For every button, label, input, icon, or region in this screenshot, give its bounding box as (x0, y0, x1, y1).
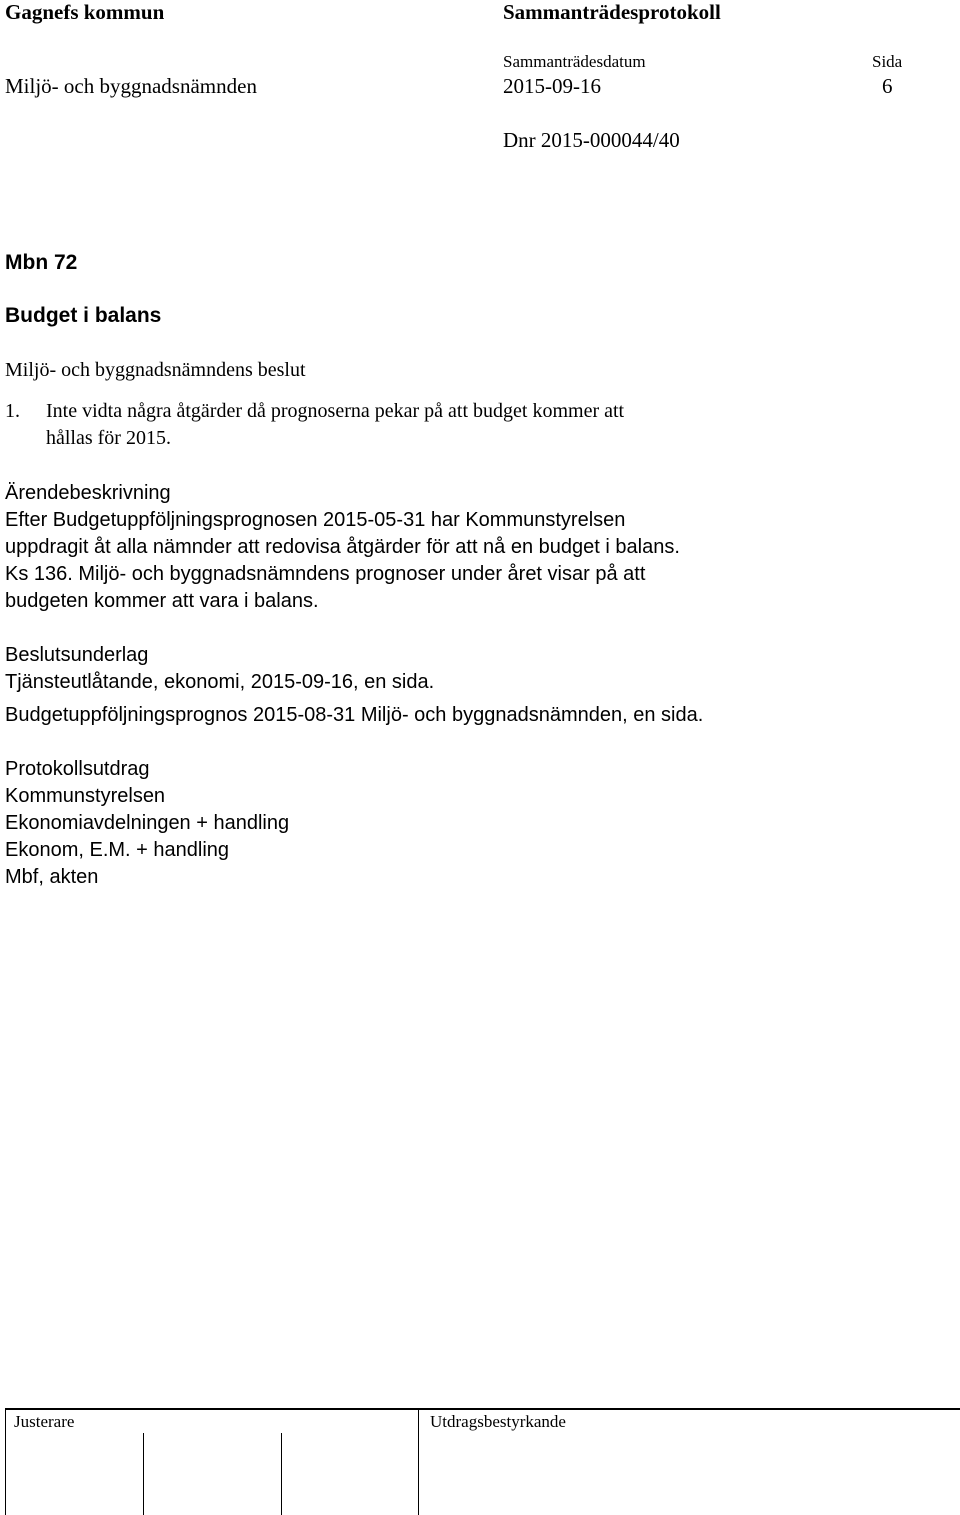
decision-list-marker: 1. (5, 400, 20, 422)
extract-heading: Protokollsutdrag (5, 758, 150, 780)
item-number: Mbn 72 (5, 251, 78, 274)
utdragsbestyrkande-label: Utdragsbestyrkande (430, 1412, 566, 1431)
decision-text-line-1: Inte vidta några åtgärder då prognoserna pekar på att budget kommer att (46, 400, 625, 422)
date-label: Sammanträdesdatum (503, 52, 646, 71)
page-label: Sida (872, 52, 903, 71)
item-title: Budget i balans (5, 304, 162, 327)
description-heading: Ärendebeskrivning (5, 482, 171, 504)
extract-line-2: Ekonomiavdelningen + handling (5, 812, 290, 834)
page-number: 6 (882, 74, 893, 98)
justerare-divider-2 (281, 1433, 282, 1515)
footer-left-border (5, 1408, 6, 1515)
board-name: Miljö- och byggnadsnämnden (5, 74, 257, 98)
decision-heading: Miljö- och byggnadsnämndens beslut (5, 359, 306, 381)
description-line-2: uppdragit åt alla nämnder att redovisa åtgärder för att nå en budget i balans. (5, 536, 680, 558)
document-type: Sammanträdesprotokoll (503, 0, 721, 24)
extract-line-4: Mbf, akten (5, 866, 99, 888)
justerare-label: Justerare (14, 1412, 75, 1431)
extract-line-1: Kommunstyrelsen (5, 785, 166, 807)
basis-line-1: Tjänsteutlåtande, ekonomi, 2015-09-16, en sida. (5, 671, 435, 693)
description-line-4: budgeten kommer att vara i balans. (5, 590, 319, 612)
description-line-1: Efter Budgetuppföljningsprognosen 2015-05-31 har Kommunstyrelsen (5, 509, 626, 531)
basis-heading: Beslutsunderlag (5, 644, 149, 666)
justerare-divider-1 (143, 1433, 144, 1515)
description-line-3: Ks 136. Miljö- och byggnadsnämndens prognoser under året visar på att (5, 563, 646, 585)
footer-top-border (5, 1408, 960, 1410)
meeting-date: 2015-09-16 (503, 74, 601, 98)
basis-line-2: Budgetuppföljningsprognos 2015-08-31 Miljö- och byggnadsnämnden, en sida. (5, 704, 704, 726)
decision-text-line-2: hållas för 2015. (46, 427, 171, 449)
footer-middle-divider (418, 1408, 419, 1515)
municipality-name: Gagnefs kommun (5, 0, 165, 24)
dnr: Dnr 2015-000044/40 (503, 128, 680, 152)
extract-line-3: Ekonom, E.M. + handling (5, 839, 230, 861)
